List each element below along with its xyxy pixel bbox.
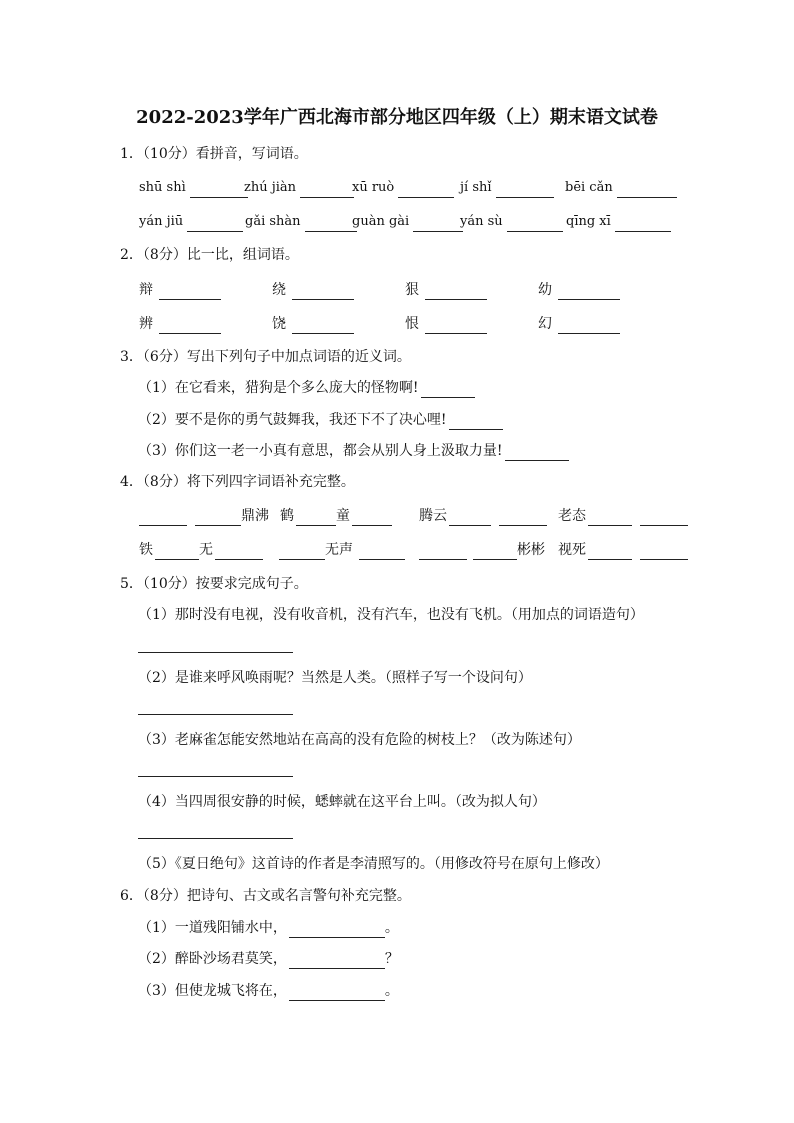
q4-word: 鼎沸 (241, 508, 269, 524)
q5-sentence: （2）是谁来呼风唤雨呢？当然是人类。（照样子写一个设问句） (138, 670, 532, 686)
answer-blank[interactable] (289, 986, 385, 1001)
q1-pinyin: xū ruò (352, 180, 395, 195)
q2-item (405, 280, 487, 300)
answer-line[interactable] (138, 838, 293, 839)
answer-blank[interactable] (300, 183, 354, 198)
q6-heading: 6．（8分）把诗句、古文或名言警句补充完整。 (120, 888, 411, 904)
answer-blank[interactable] (195, 511, 241, 526)
answer-blank[interactable] (505, 446, 569, 461)
answer-blank[interactable] (473, 545, 517, 560)
q2-item (272, 280, 354, 300)
q2-char: 辨 (139, 316, 153, 332)
answer-blank[interactable] (289, 954, 385, 969)
q4-item (419, 506, 547, 526)
q2-char: 幼 (538, 282, 552, 298)
answer-blank[interactable] (279, 545, 325, 560)
page-title: 2022-2023学年广西北海市部分地区四年级（上）期末语文试卷 (136, 107, 658, 128)
answer-blank[interactable] (292, 285, 354, 300)
q2-item (139, 314, 221, 334)
q2-char: 饶 (272, 316, 286, 332)
q2-item (272, 314, 354, 334)
answer-blank[interactable] (292, 319, 354, 334)
q4-item (558, 506, 688, 526)
q4-word: 童 (336, 508, 350, 524)
answer-blank[interactable] (558, 285, 620, 300)
q5-sentence: （3）老麻雀怎能安然地站在高高的没有危险的树枝上？（改为陈述句） (138, 732, 581, 748)
answer-blank[interactable] (159, 319, 221, 334)
q2-char: 幻 (538, 316, 552, 332)
q5-sentence: （5）《夏日绝句》这首诗的作者是李清照写的。（用修改符号在原句上修改） (138, 856, 609, 872)
q1-heading: 1．（10分）看拼音，写词语。 (120, 146, 308, 162)
q3-sentence: （1）在它看来，猎狗是个多么庞大的怪物啊! (138, 380, 419, 396)
answer-line[interactable] (138, 776, 293, 777)
answer-blank[interactable] (155, 545, 199, 560)
answer-blank[interactable] (159, 285, 221, 300)
answer-blank[interactable] (425, 285, 487, 300)
answer-blank[interactable] (305, 217, 357, 232)
answer-blank[interactable] (425, 319, 487, 334)
q4-item (280, 506, 392, 526)
q2-item (405, 314, 487, 334)
q4-item (279, 540, 405, 560)
q5-heading: 5．（10分）按要求完成句子。 (120, 576, 308, 592)
q1-item (352, 178, 454, 198)
answer-blank[interactable] (359, 545, 405, 560)
q5-sentence: （1）那时没有电视，没有收音机，没有汽车，也没有飞机。（用加点的词语造句） (138, 607, 644, 623)
answer-blank[interactable] (640, 545, 688, 560)
answer-line[interactable] (138, 714, 293, 715)
q1-pinyin: shū shì (139, 180, 186, 195)
q3-item (138, 378, 475, 398)
q4-item (139, 540, 263, 560)
q6-punct: 。 (384, 920, 399, 936)
q6-poem-line: （2）醉卧沙场君莫笑， (138, 951, 287, 967)
answer-blank[interactable] (398, 183, 454, 198)
q4-word: 腾云 (419, 508, 447, 524)
q4-word: 鹤 (280, 508, 294, 524)
q4-item (139, 506, 269, 526)
q6-poem-line: （1）一道残阳铺水中， (138, 920, 287, 936)
answer-blank[interactable] (588, 545, 632, 560)
q6-punct: ？ (384, 951, 399, 967)
q1-pinyin: bēi cǎn (565, 180, 613, 195)
q1-pinyin: yán sù (460, 214, 503, 229)
q3-sentence: （3）你们这一老一小真有意思，都会从别人身上汲取力量! (138, 443, 503, 459)
q6-item (138, 949, 399, 969)
q2-item (139, 280, 221, 300)
q4-word: 彬彬 (517, 542, 545, 558)
answer-line[interactable] (138, 652, 293, 653)
q1-pinyin: guàn gài (352, 214, 410, 229)
q1-item (566, 212, 671, 232)
q2-item (538, 314, 620, 334)
answer-blank[interactable] (617, 183, 677, 198)
answer-blank[interactable] (215, 545, 263, 560)
q3-heading: 3．（6分）写出下列句子中加点词语的近义词。 (120, 349, 411, 365)
q3-item (138, 410, 503, 430)
q6-punct: 。 (384, 983, 399, 999)
q1-item (245, 212, 357, 232)
q2-char: 绕 (272, 282, 286, 298)
q6-poem-line: （3）但使龙城飞将在， (138, 983, 287, 999)
q5-sentence: （4）当四周很安静的时候，蟋蟀就在这平台上叫。（改为拟人句） (138, 794, 546, 810)
q1-item (460, 212, 563, 232)
q1-item (139, 178, 248, 198)
answer-blank[interactable] (588, 511, 632, 526)
q6-item (138, 918, 399, 938)
q2-item (538, 280, 620, 300)
q4-item (419, 540, 545, 560)
q1-pinyin: yán jiū (139, 214, 184, 229)
q4-item (558, 540, 688, 560)
answer-blank[interactable] (419, 545, 467, 560)
q2-char: 恨 (405, 316, 419, 332)
q4-word: 视死 (558, 542, 586, 558)
answer-blank[interactable] (496, 183, 554, 198)
q2-char: 狠 (405, 282, 419, 298)
q1-pinyin: gǎi shàn (245, 214, 301, 229)
answer-blank[interactable] (187, 217, 243, 232)
answer-blank[interactable] (507, 217, 563, 232)
q1-pinyin: qīng xī (566, 214, 611, 229)
answer-blank[interactable] (352, 511, 392, 526)
answer-blank[interactable] (640, 511, 688, 526)
q1-pinyin: jí shǐ (460, 180, 492, 195)
answer-blank[interactable] (289, 923, 385, 938)
answer-blank[interactable] (413, 217, 463, 232)
answer-blank[interactable] (499, 511, 547, 526)
answer-blank[interactable] (558, 319, 620, 334)
q2-heading: 2．（8分）比一比，组词语。 (120, 247, 299, 263)
q4-word: 铁 (139, 542, 153, 558)
q2-char: 辩 (139, 282, 153, 298)
answer-blank[interactable] (615, 217, 671, 232)
answer-blank[interactable] (139, 511, 187, 526)
q4-word: 老态 (558, 508, 586, 524)
q4-word: 无声 (325, 542, 353, 558)
q6-item (138, 981, 399, 1001)
q1-item (460, 178, 554, 198)
answer-blank[interactable] (421, 383, 475, 398)
q3-item (138, 441, 569, 461)
q1-item (139, 212, 243, 232)
answer-blank[interactable] (296, 511, 336, 526)
q1-item (352, 212, 463, 232)
q1-item (565, 178, 677, 198)
answer-blank[interactable] (449, 415, 503, 430)
q1-pinyin: zhú jiàn (244, 180, 297, 195)
answer-blank[interactable] (449, 511, 491, 526)
q1-item (244, 178, 354, 198)
answer-blank[interactable] (190, 183, 248, 198)
q3-sentence: （2）要不是你的勇气鼓舞我，我还下不了决心哩! (138, 412, 447, 428)
q4-heading: 4．（8分）将下列四字词语补充完整。 (120, 474, 355, 490)
q4-word: 无 (199, 542, 213, 558)
